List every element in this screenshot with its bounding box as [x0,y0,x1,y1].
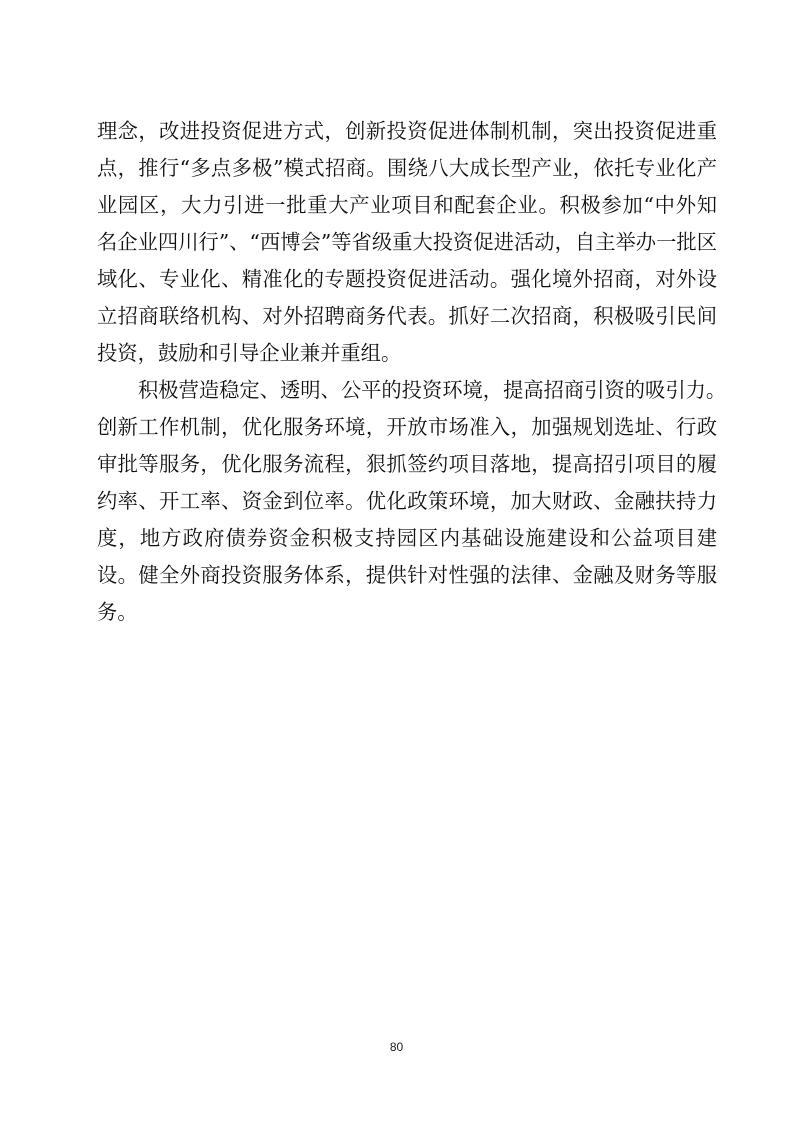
text-line: 业园区，大力引进一批重大产业项目和配套企业。积极参加“中外知 [97,193,717,217]
body-text [97,113,727,631]
text-line: 度，地方政府债券资金积极支持园区内基础设施建设和公益项目建 [97,526,717,550]
text-line: 立招商联络机构、对外招聘商务代表。抓好二次招商，积极吸引民间 [97,304,717,328]
text-line: 域化、专业化、精准化的专题投资促进活动。强化境外招商，对外设 [97,267,717,291]
text-line: 务。 [97,600,138,624]
text-line: 投资，鼓励和引导企业兼并重组。 [97,341,402,365]
text-line: 创新工作机制，优化服务环境，开放市场准入，加强规划选址、行政 [97,415,717,439]
text-line: 设。健全外商投资服务体系，提供针对性强的法律、金融及财务等服 [97,563,717,587]
text-line: 点，推行“多点多极”模式招商。围绕八大成长型产业，依托专业化产 [97,156,717,180]
text-line: 约率、开工率、资金到位率。优化政策环境，加大财政、金融扶持力 [97,489,717,513]
text-line: 名企业四川行”、“西博会”等省级重大投资促进活动，自主举办一批区 [97,230,717,254]
page-number: 80 [389,1040,404,1054]
text-line: 审批等服务，优化服务流程，狠抓签约项目落地，提高招引项目的履 [97,452,717,476]
paragraph-1 [97,113,717,372]
text-line: 理念，改进投资促进方式，创新投资促进体制机制，突出投资促进重 [97,119,717,143]
text-line: 积极营造稳定、透明、公平的投资环境，提高招商引资的吸引力。 [138,378,727,402]
paragraph-2 [97,372,727,631]
